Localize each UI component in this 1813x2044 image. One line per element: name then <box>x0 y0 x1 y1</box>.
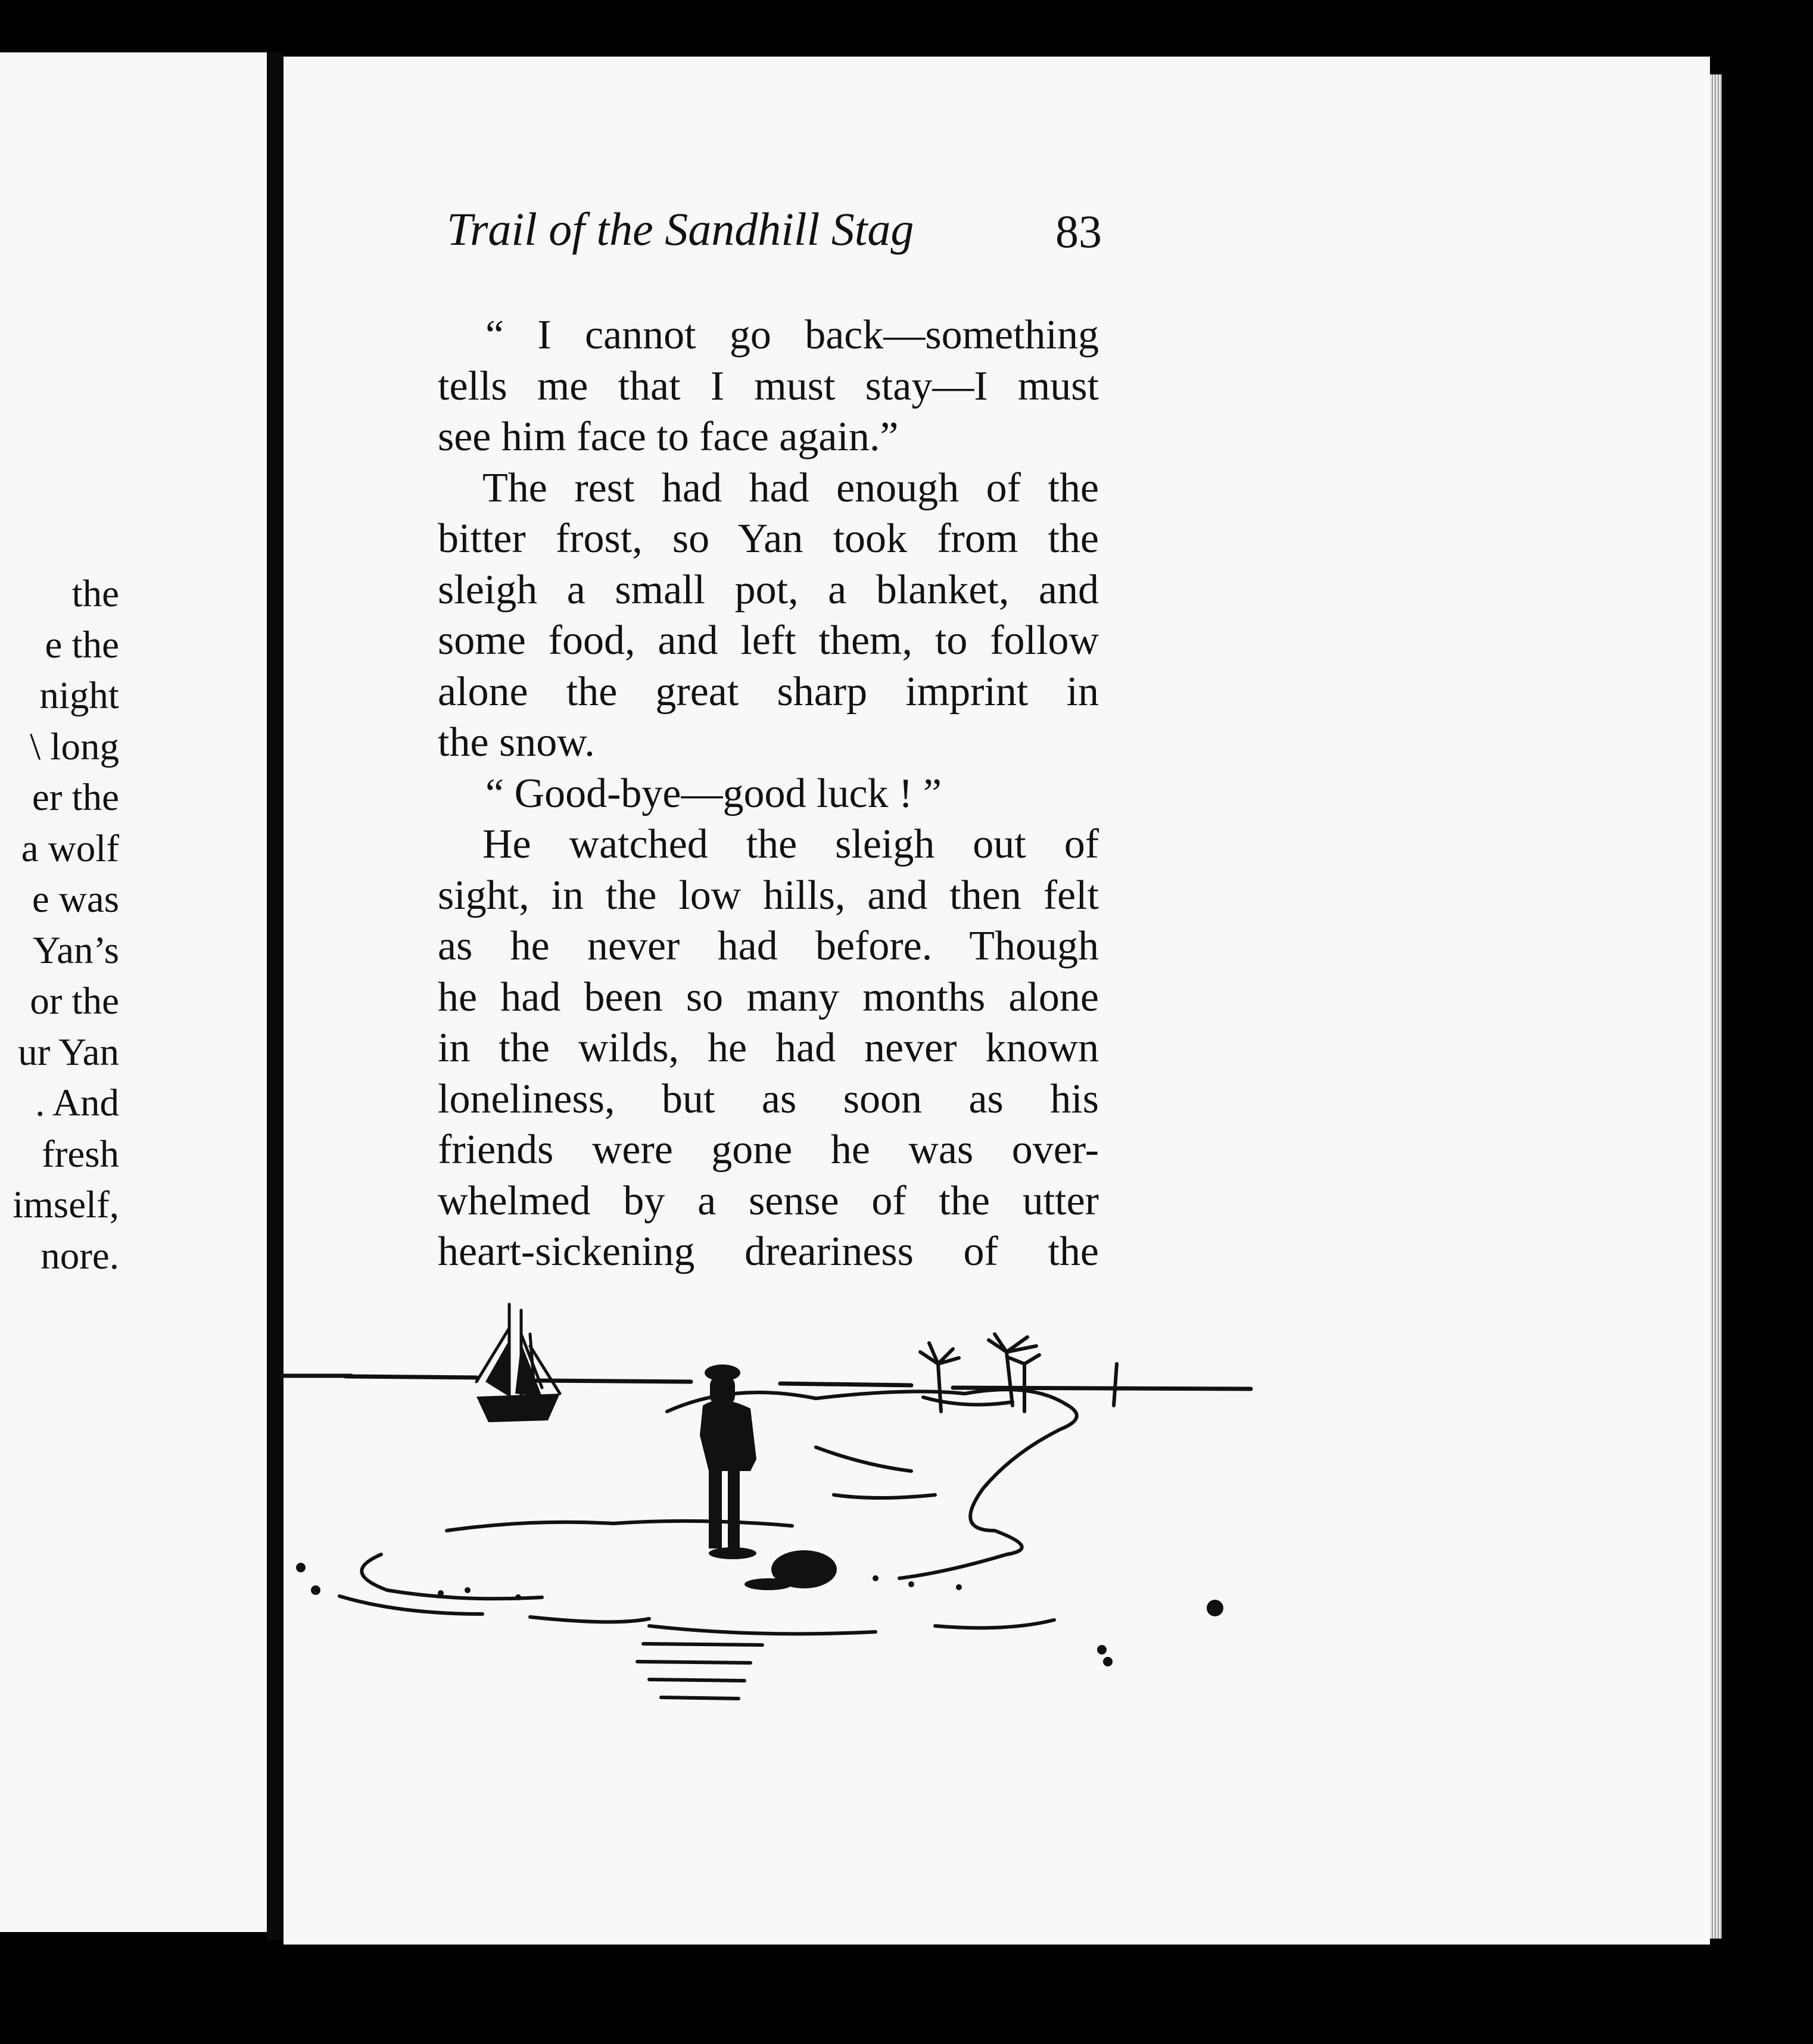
left-line: fresh <box>42 1132 119 1176</box>
left-line: . And <box>35 1082 119 1124</box>
left-line: imself, <box>13 1183 119 1226</box>
text-line: as he never had before. Though <box>438 923 1099 969</box>
beach-pebbles <box>296 1563 1223 1666</box>
text-line: see him face to face again.” <box>438 414 899 460</box>
left-line: night <box>39 674 119 717</box>
text-line: “ Good-bye—good luck ! ” <box>485 770 942 817</box>
text-line: the snow. <box>438 719 595 765</box>
left-line: \ long <box>30 725 119 768</box>
beach-illustration <box>280 1292 1269 1721</box>
page-number: 83 <box>1055 205 1102 257</box>
turtle <box>744 1550 837 1590</box>
left-line: a wolf <box>21 827 119 870</box>
text-line: some food, and left them, to follow <box>438 618 1099 663</box>
text-line: loneliness, but as soon as his <box>438 1076 1099 1122</box>
running-head <box>447 202 1102 256</box>
left-line: nore. <box>41 1234 119 1278</box>
text-line: sight, in the low hills, and then felt <box>438 872 1099 918</box>
text-line: friends were gone he was over- <box>438 1127 1099 1173</box>
page-edge <box>1710 74 1722 1939</box>
text-line: “ I cannot go back—something <box>485 312 1099 358</box>
text-line: whelmed by a sense of the utter <box>438 1177 1099 1224</box>
body-text <box>438 310 1099 1278</box>
left-line: e the <box>45 623 119 666</box>
left-line: Yan’s <box>32 928 119 972</box>
ship-hull <box>476 1394 560 1422</box>
text-line: he had been so many months alone <box>438 974 1099 1020</box>
left-line: ur Yan <box>18 1030 119 1074</box>
left-line: or the <box>30 980 119 1023</box>
text-line: The rest had had enough of the <box>482 465 1099 511</box>
left-line: the <box>71 572 119 615</box>
running-head-title: Trail of the Sandhill Stag <box>447 203 914 255</box>
left-page-text <box>0 569 119 1282</box>
text-line: tells me that I must stay—I must <box>438 363 1099 409</box>
text-line: alone the great sharp imprint in <box>438 668 1099 715</box>
text-line: heart-sickening dreariness of the <box>438 1229 1099 1275</box>
left-line: e was <box>32 878 119 921</box>
text-line: in the wilds, he had never known <box>438 1025 1099 1071</box>
horizon-line <box>280 1376 1251 1389</box>
palm-trees <box>920 1334 1117 1412</box>
text-line: He watched the sleigh out of <box>482 821 1099 867</box>
beach-outline <box>339 1521 1054 1699</box>
text-line: sleigh a small pot, a blanket, and <box>438 566 1099 613</box>
left-line: er the <box>32 776 119 819</box>
text-line: bitter frost, so Yan took from the <box>438 516 1099 562</box>
